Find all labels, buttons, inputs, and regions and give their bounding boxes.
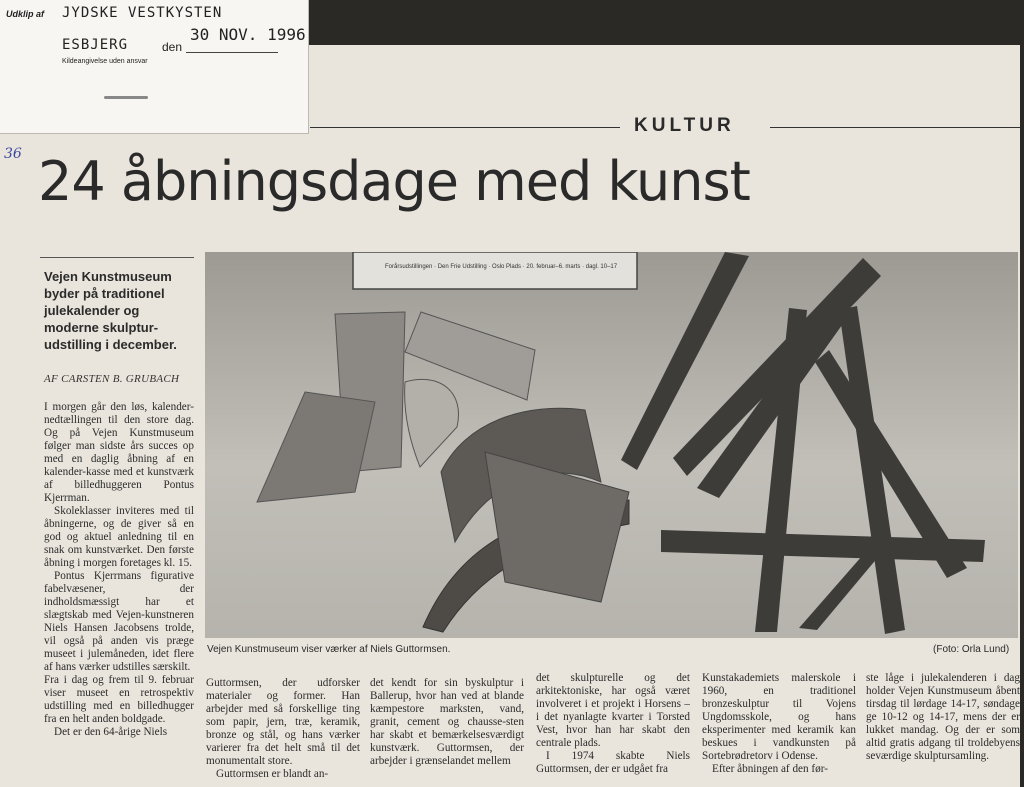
- sculpture-photo: [205, 252, 1018, 638]
- date-underline: [186, 52, 278, 53]
- paragraph: det kendt for sin byskulptur i Ballerup, hvor han ved at blande kæmpestore marksten, vand, granit, cement og chausse-sten har skabt et bemærkelsesværdigt kunstværk. Guttormsen, der arbejder i grænselandet mellem: [370, 677, 524, 767]
- poster-frame: [353, 252, 637, 289]
- newspaper-city: ESBJERG: [62, 37, 129, 53]
- article-column-5: [702, 672, 856, 787]
- staple-mark: [104, 96, 148, 99]
- article-column-2: [206, 677, 360, 787]
- lede-rule: [40, 257, 194, 258]
- article-column-3: [370, 677, 524, 787]
- date-prefix: den: [162, 40, 183, 54]
- section-label: KULTUR: [634, 115, 735, 136]
- paragraph: Det er den 64-årige Niels: [54, 726, 168, 738]
- paragraph: Guttormsen, der udforsker materialer og former. Han arbejder med så forskellige ting som papir, jern, træ, keramik, bronze og stål, og hans værker varierer fra det helt små til det monumentalt store.: [206, 677, 360, 767]
- paragraph: det skulpturelle og det arkitektoniske, har også været involveret i et projekt i Horsens – i det nyanlagte kvarter i Torsted Vest, hvor han har skabt den centrale plads.: [536, 672, 690, 749]
- paragraph: Fra i dag og frem til 9. februar viser museet en retrospektiv udstilling med en billedhugger fra en helt anden boldgade.: [44, 674, 194, 725]
- article-column-6: [866, 672, 1020, 787]
- clipping-prefix: Udklip af: [6, 9, 45, 19]
- poster-text: Forårsudstillingen · Den Frie Udstilling · Oslo Plads · 20. februar–6. marts · dagl. 10–17: [385, 264, 618, 270]
- paragraph: Kunstakademiets malerskole i 1960, en traditionel bronzeskulptur til Vojens Ungdomsskole, og hans eksperimenter med keramik kan beskues i vandkunsten på Sortebrødretorv i Odense.: [702, 672, 856, 762]
- newspaper-name: JYDSKE VESTKYSTEN: [62, 5, 223, 21]
- clipping-label: [0, 0, 309, 134]
- article-column-4: [536, 672, 690, 787]
- source-disclaimer: Kildeangivelse uden ansvar: [62, 58, 148, 65]
- photo-credit: (Foto: Orla Lund): [933, 644, 1010, 655]
- section-rule-right: [770, 127, 1020, 128]
- paragraph: I morgen går den løs, kalender-nedtællingen til den store dag. Og på Vejen Kunstmuseum følger man sidste års succes op med en daglig åbning af en kalender-kasse med et kunstværk af billedhuggeren Pontus Kjerrman.: [44, 401, 194, 504]
- handwritten-note: 36: [4, 146, 22, 162]
- paragraph: Efter åbningen af den før-: [712, 763, 828, 775]
- paragraph: I 1974 skabte Niels Guttormsen, der er udgået fra: [536, 750, 690, 775]
- clipping-date: 30 NOV. 1996: [190, 25, 306, 44]
- lede: Vejen Kunstmuseum byder på traditionel julekalender og moderne skulptur-udstilling i december.: [44, 269, 177, 352]
- section-rule-left: [310, 127, 620, 128]
- paragraph: Skoleklasser inviteres med til åbningerne, og de giver så en god og aktuel anledning til en snak om kunstværket. Den første åbning i morgen foretages kl. 15.: [44, 505, 194, 569]
- article-column-1: [44, 401, 194, 787]
- byline: AF CARSTEN B. GRUBACH: [44, 373, 180, 385]
- paragraph: ste låge i julekalenderen i dag holder Vejen Kunstmuseum åbent tirsdag til lørdage 14-17, søndage ge 10-12 og 14-17, mens der er lukket mandag. Og der er som altid gratis adgang til troldebyens seværdige skulptursamling.: [866, 672, 1020, 762]
- sculpture-illustration: [205, 252, 1018, 638]
- paragraph: Guttormsen er blandt an-: [216, 768, 329, 780]
- paragraph: Pontus Kjerrmans figurative fabelvæsener, der indholdsmæssigt har et slægtskab med Vejen-kunstneren Niels Hansen Jacobsens trolde, vil også på anden vis præge museet i julemåneden, idet flere af hans værker udstilles særskilt.: [44, 570, 194, 673]
- headline: 24 åbningsdage med kunst: [38, 150, 750, 213]
- photo-caption: Vejen Kunstmuseum viser værker af Niels Guttormsen.: [207, 644, 451, 655]
